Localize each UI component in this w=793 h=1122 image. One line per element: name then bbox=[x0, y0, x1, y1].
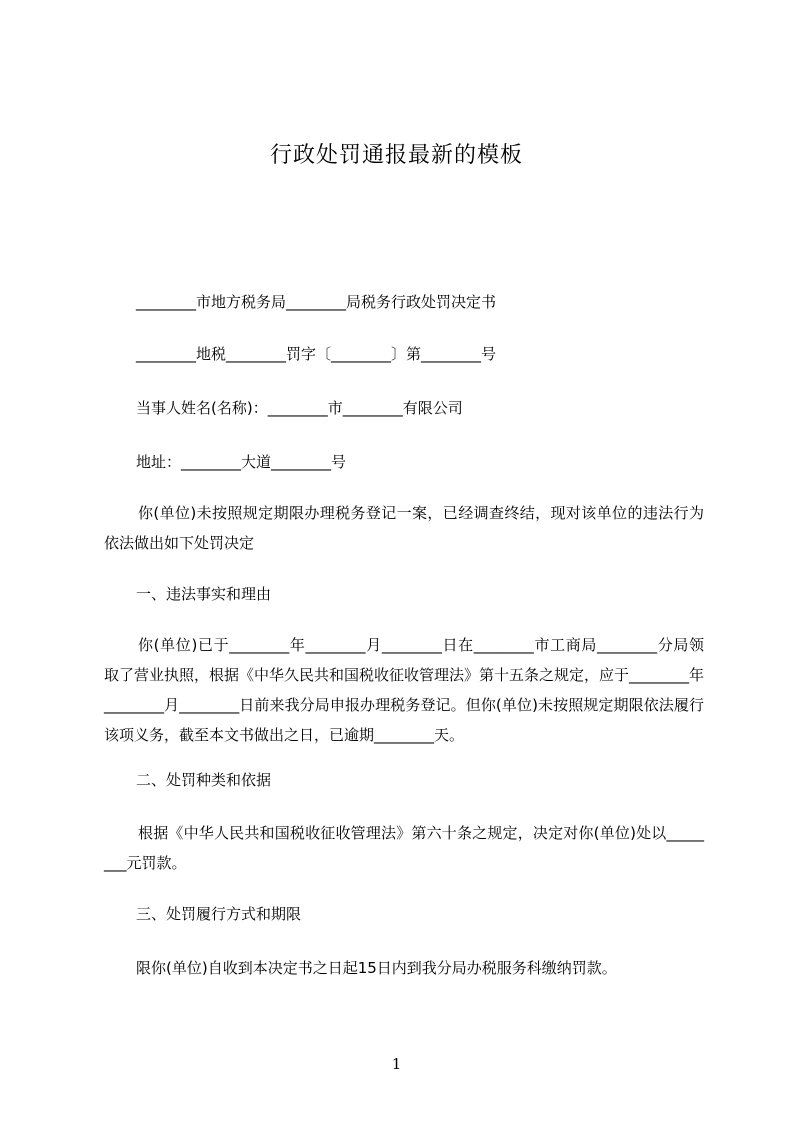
reference-number-line: ________地税________罚字〔________〕第________号 bbox=[136, 345, 497, 363]
document-title: 行政处罚通报最新的模板 bbox=[269, 143, 523, 168]
intro-paragraph: 你(单位)未按照规定期限办理税务登记一案，已经调查终结，现对该单位的违法行为依法做出如下处罚决定 bbox=[104, 504, 704, 552]
section1-paragraph: 你(单位)已于________年________月________日在________市工商局________分局领取了营业执照，根据《中华久民共和国税收征收管理法》第十五条之规定，应于________年________月________日前来我分局申报办理税务登记。但你(单位)未按照规定期限依法履行该项义务，截至本文书做出之日，已逾期________天。 bbox=[104, 636, 705, 744]
address-line: 地址：________大道________号 bbox=[136, 453, 347, 471]
section3-paragraph: 限你(单位)自收到本决定书之日起15日内到我分局办税服务科缴纳罚款。 bbox=[136, 959, 617, 977]
section2-paragraph: 根据《中华人民共和国税收征收管理法》第六十条之规定，决定对你(单位)处以________元罚款。 bbox=[104, 824, 704, 872]
page-number: 1 bbox=[391, 1055, 402, 1073]
party-name-line: 当事人姓名(名称)：________市________有限公司 bbox=[136, 399, 463, 417]
section1-heading: 一、违法事实和理由 bbox=[136, 585, 272, 603]
section2-heading: 二、处罚种类和依据 bbox=[136, 771, 272, 789]
section3-heading: 三、处罚履行方式和期限 bbox=[136, 905, 302, 923]
header-line: ________市地方税务局________局税务行政处罚决定书 bbox=[136, 293, 497, 311]
